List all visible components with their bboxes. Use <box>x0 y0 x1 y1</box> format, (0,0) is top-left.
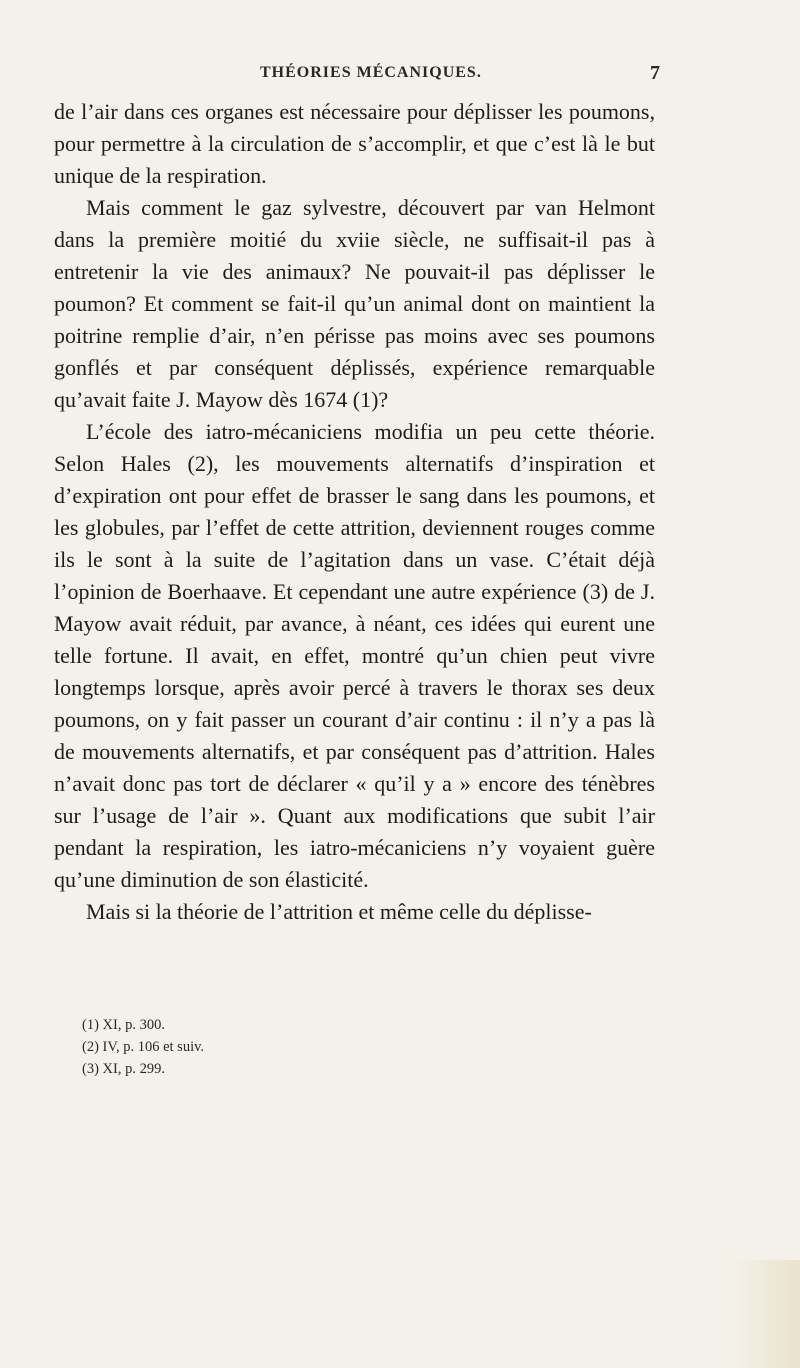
page-number: 7 <box>650 62 660 84</box>
paragraph-4: Mais si la théorie de l’attrition et même celle du déplisse- <box>86 899 592 924</box>
page-edge-stain <box>730 1260 800 1368</box>
footnote-3: (3) XI, p. 299. <box>82 1061 165 1077</box>
footnote-2: (2) IV, p. 106 et suiv. <box>82 1039 205 1055</box>
footnotes <box>82 1014 482 1080</box>
paragraph-2: Mais comment le gaz sylvestre, découvert par van Helmont dans la première moitié du xviie siècle, ne suffisait-il pas à entretenir la vie des animaux? Ne pouvait-il pas déplisser le poumon? Et comment se fait-il qu’un animal dont on maintient la poitrine remplie d’air, n’en périsse pas moins avec ses poumons gonflés et par conséquent déplissés, expérience remarquable qu’avait faite J. Mayow dès 1674 (1)? <box>54 195 655 412</box>
footnote-1: (1) XI, p. 300. <box>82 1017 165 1033</box>
paragraph-1: de l’air dans ces organes est nécessaire pour déplisser les poumons, pour permettre à la circulation de s’accomplir, et que c’est là le but unique de la respiration. <box>54 99 655 188</box>
body-text <box>54 96 655 928</box>
running-title: THÉORIES MÉCANIQUES. <box>260 64 482 81</box>
paragraph-3: L’école des iatro-mécaniciens modifia un peu cette théorie. Selon Hales (2), les mouvements alternatifs d’inspiration et d’expiration ont pour effet de brasser le sang dans les poumons, et les globules, par l’effet de cette attrition, deviennent rouges comme ils le sont à la suite de l’agitation dans un vase. C’était déjà l’opinion de Boerhaave. Et cependant une autre expérience (3) de J. Mayow avait réduit, par avance, à néant, ces idées qui eurent une telle fortune. Il avait, en effet, montré qu’un chien peut vivre longtemps lorsque, après avoir percé à travers le thorax ses deux poumons, on y fait passer un courant d’air continu : il n’y a pas là de mouvements alternatifs, et par conséquent pas d’attrition. Hales n’avait donc pas tort de déclarer « qu’il y a » encore des ténèbres sur l’usage de l’air ». Quant aux modifications que subit l’air pendant la respiration, les iatro-mécaniciens n’y voyaient guère qu’une diminution de son élasticité. <box>54 419 655 892</box>
page-header <box>40 62 680 90</box>
